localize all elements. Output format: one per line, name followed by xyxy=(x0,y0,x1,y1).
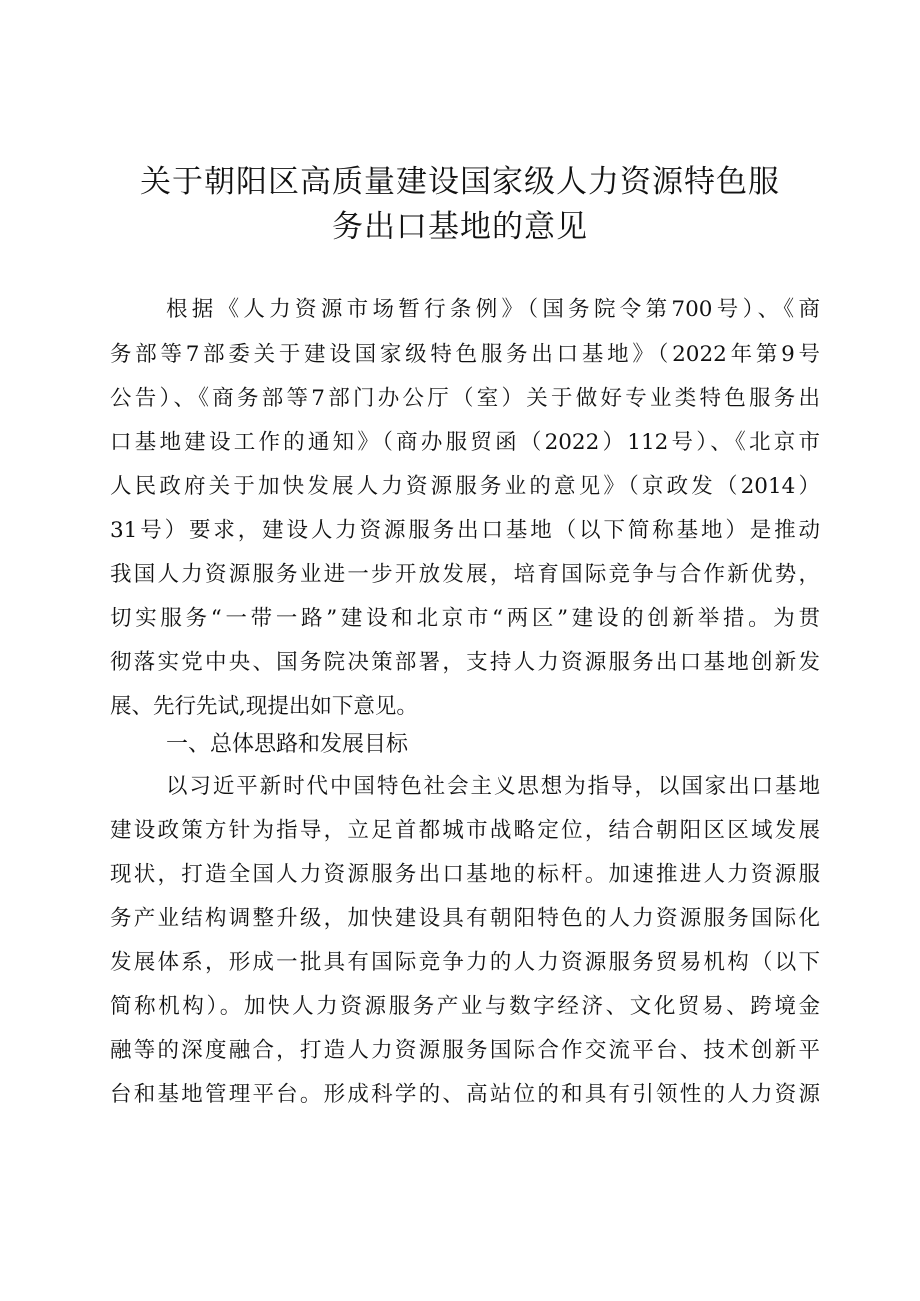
intro-line: 31号）要求，建设人力资源服务出口基地（以下简称基地）是推动 xyxy=(110,518,820,543)
intro-line: 口基地建设工作的通知》（商办服贸函（2022）112号）、《北京市 xyxy=(110,430,820,455)
intro-line: 我国人力资源服务业进一步开放发展，培育国际竞争与合作新优势， xyxy=(110,562,820,587)
section-line: 融等的深度融合，打造人力资源服务国际合作交流平台、技术创新平 xyxy=(110,1038,820,1063)
intro-line: 展、先行先试,现提出如下意见。 xyxy=(110,694,418,719)
intro-line: 务部等7部委关于建设国家级特色服务出口基地》（2022年第9号 xyxy=(110,342,820,367)
section-heading: 一、总体思路和发展目标 xyxy=(166,732,409,757)
document-title-line-1: 关于朝阳区高质量建设国家级人力资源特色服 xyxy=(140,164,780,200)
section-line: 建设政策方针为指导，立足首都城市战略定位，结合朝阳区区域发展 xyxy=(110,818,820,843)
section-line: 台和基地管理平台。形成科学的、高站位的和具有引领性的人力资源 xyxy=(110,1082,820,1107)
intro-line: 彻落实党中央、国务院决策部署，支持人力资源服务出口基地创新发 xyxy=(110,650,820,675)
intro-line: 公告）、《商务部等7部门办公厅（室）关于做好专业类特色服务出 xyxy=(110,386,820,411)
section-line: 现状，打造全国人力资源服务出口基地的标杆。加速推进人力资源服 xyxy=(110,862,820,887)
document-title-line-2: 务出口基地的意见 xyxy=(332,209,588,245)
section-line: 发展体系，形成一批具有国际竞争力的人力资源服务贸易机构（以下 xyxy=(110,950,820,975)
section-line: 务产业结构调整升级，加快建设具有朝阳特色的人力资源服务国际化 xyxy=(110,906,820,931)
intro-line: 根据《人力资源市场暂行条例》（国务院令第700号）、《商 xyxy=(166,297,820,322)
intro-line: 人民政府关于加快发展人力资源服务业的意见》（京政发（2014） xyxy=(110,474,820,499)
section-line: 简称机构）。加快人力资源服务产业与数字经济、文化贸易、跨境金 xyxy=(110,994,820,1019)
section-line: 以习近平新时代中国特色社会主义思想为指导，以国家出口基地 xyxy=(166,774,820,799)
intro-line: 切实服务“一带一路”建设和北京市“两区”建设的创新举措。为贯 xyxy=(110,606,820,631)
